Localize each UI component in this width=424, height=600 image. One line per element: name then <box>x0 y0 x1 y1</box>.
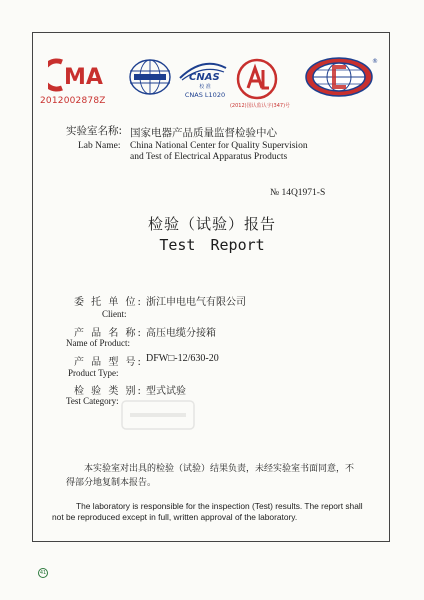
page-mark: 41 <box>39 570 47 576</box>
report-number: № 14Q1971-S <box>270 188 326 198</box>
report-title-cn: 检验（试验）报告 <box>147 215 276 233</box>
cnas-caption <box>181 84 229 99</box>
cnas-small-text: 校 准 <box>199 84 211 90</box>
responsibility-note-cn: 本实验室对出具的检验（试验）结果负责，未经实验室书面同意，不得部分地复制本报告。 <box>66 464 355 488</box>
lab-name-cn-label: 实验室名称: <box>66 125 123 137</box>
cal-caption: (2012)国认监认字(347)号 <box>229 103 291 109</box>
faint-stamp-watermark <box>118 395 198 435</box>
test-category-en-label: Test Category: <box>66 396 119 406</box>
lab-name-en-value <box>130 141 308 163</box>
cal-logo <box>236 58 278 100</box>
svg-text:MA: MA <box>64 65 103 90</box>
certification-globe-logo <box>304 56 374 98</box>
cma-number: 2012002878Z <box>40 96 106 106</box>
cnas-code: CNAS L1020 <box>184 91 226 99</box>
product-type-value: DFW□-12/630-20 <box>146 353 219 364</box>
product-type-en-label: Product Type: <box>68 368 119 378</box>
report-title-en: Test Report <box>159 236 265 254</box>
lab-name-cn-value: 国家电器产品质量监督检验中心 <box>130 127 277 139</box>
test-category-value: 型式试验 <box>146 386 186 397</box>
svg-text:CNAS: CNAS <box>189 72 220 83</box>
product-name-value: 高压电缆分接箱 <box>146 328 216 339</box>
responsibility-note-en: The laboratory is responsible for the inspection (Test) results. The report shall not be reproduced except in full, written approval of the laboratory. <box>52 501 363 522</box>
client-en-label: Client: <box>102 309 127 319</box>
test-category-label: 检 验 类 别: <box>74 386 143 397</box>
product-name-en-label: Name of Product: <box>66 338 130 348</box>
product-name-label: 产 品 名 称: <box>74 328 143 339</box>
product-type-label: 产 品 型 号: <box>74 357 143 368</box>
ilac-globe-logo <box>128 58 172 96</box>
client-value: 浙江申电电气有限公司 <box>146 297 246 308</box>
lab-name-en-line2: and Test of Electrical Apparatus Products <box>130 152 288 162</box>
lab-name-en-line1: China National Center for Quality Supervision <box>130 141 308 151</box>
client-label: 委 托 单 位: <box>74 297 143 308</box>
registered-mark: ® <box>372 58 378 65</box>
cnas-logo <box>178 62 228 84</box>
cma-logo <box>48 56 112 92</box>
lab-name-en-label: Lab Name: <box>78 141 121 151</box>
